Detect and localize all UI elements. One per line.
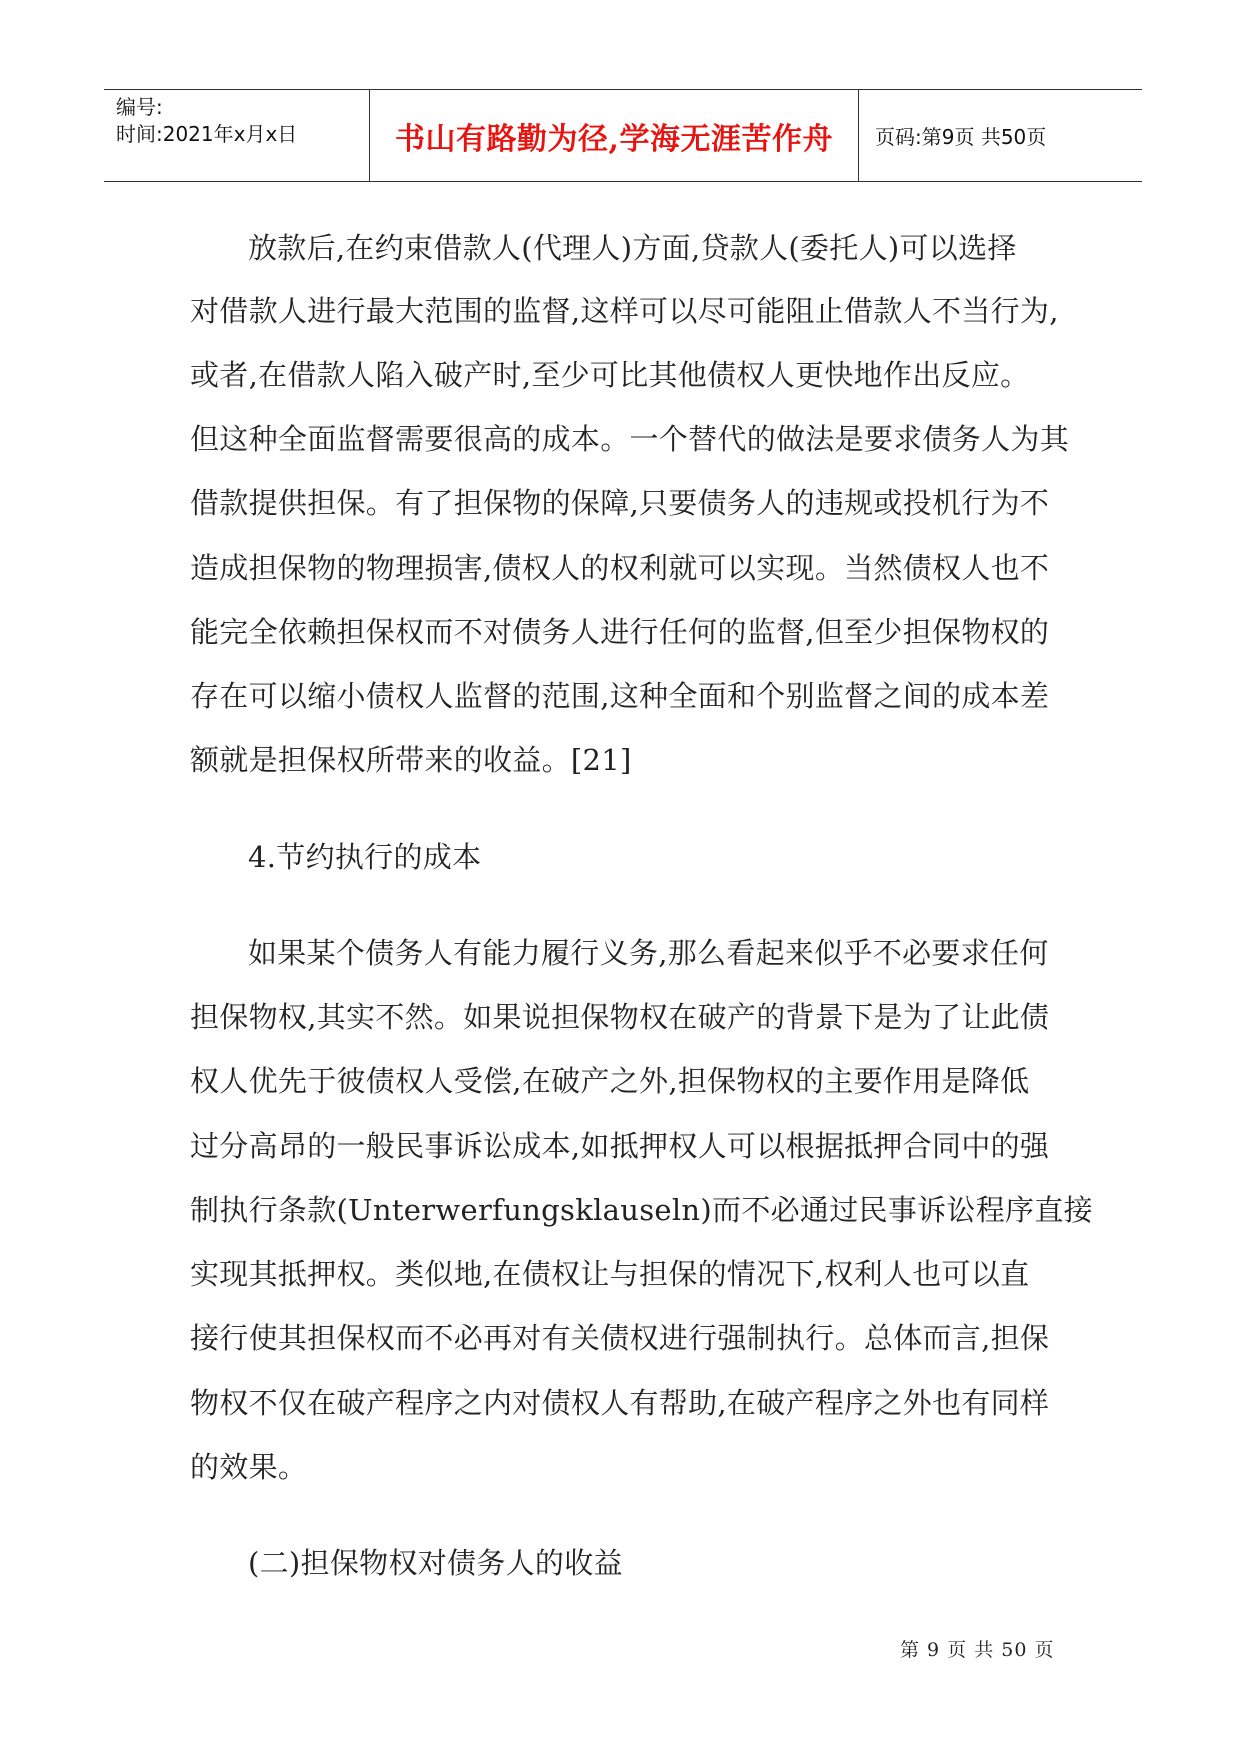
page-footer: 第 9 页 共 50 页 [900,1639,1055,1661]
paragraph-line: 存在可以缩小债权人监督的范围,这种全面和个别监督之间的成本差 [190,679,1050,713]
header-page-cell [859,90,1142,181]
section-heading: 4.节约执行的成本 [248,840,482,874]
paragraph-line: 造成担保物的物理损害,债权人的权利就可以实现。当然债权人也不 [190,551,1050,585]
header-motto: 书山有路勤为径,学海无涯苦作舟 [395,121,833,157]
paragraph-line: 担保物权,其实不然。如果说担保物权在破产的背景下是为了让此债 [190,1000,1050,1034]
paragraph-line: 制执行条款(Unterwerfungsklauseln)而不必通过民事诉讼程序直接 [190,1193,1093,1227]
document-number-label: 编号: [116,95,163,119]
paragraph-line: 或者,在借款人陷入破产时,至少可比其他债权人更快地作出反应。 [190,358,1030,392]
section-heading: (二)担保物权对债务人的收益 [248,1546,623,1580]
header-motto-cell [369,90,859,181]
paragraph-line: 的效果。 [190,1450,308,1484]
header-page-label: 页码:第9页 共50页 [875,125,1047,149]
paragraph-line: 能完全依赖担保权而不对债务人进行任何的监督,但至少担保物权的 [190,615,1050,649]
paragraph-line: 实现其抵押权。类似地,在债权让与担保的情况下,权利人也可以直 [190,1257,1030,1291]
paragraph-line: 放款后,在约束借款人(代理人)方面,贷款人(委托人)可以选择 [248,231,1017,265]
paragraph-line: 借款提供担保。有了担保物的保障,只要债务人的违规或投机行为不 [190,486,1050,520]
header-meta-cell [104,90,369,181]
paragraph-line: 过分高昂的一般民事诉讼成本,如抵押权人可以根据抵押合同中的强 [190,1129,1050,1163]
paragraph-line: 但这种全面监督需要很高的成本。一个替代的做法是要求债务人为其 [190,422,1070,456]
paragraph-line: 额就是担保权所带来的收益。[21] [190,743,632,777]
document-time-label: 时间:2021年x月x日 [116,122,298,146]
paragraph-line: 接行使其担保权而不必再对有关债权进行强制执行。总体而言,担保 [190,1321,1050,1355]
paragraph-line: 物权不仅在破产程序之内对债权人有帮助,在破产程序之外也有同样 [190,1386,1050,1420]
paragraph-line: 如果某个债务人有能力履行义务,那么看起来似乎不必要求任何 [248,936,1049,970]
document-header [104,89,1142,182]
paragraph-line: 对借款人进行最大范围的监督,这样可以尽可能阻止借款人不当行为, [190,294,1059,328]
paragraph-line: 权人优先于彼债权人受偿,在破产之外,担保物权的主要作用是降低 [190,1064,1030,1098]
